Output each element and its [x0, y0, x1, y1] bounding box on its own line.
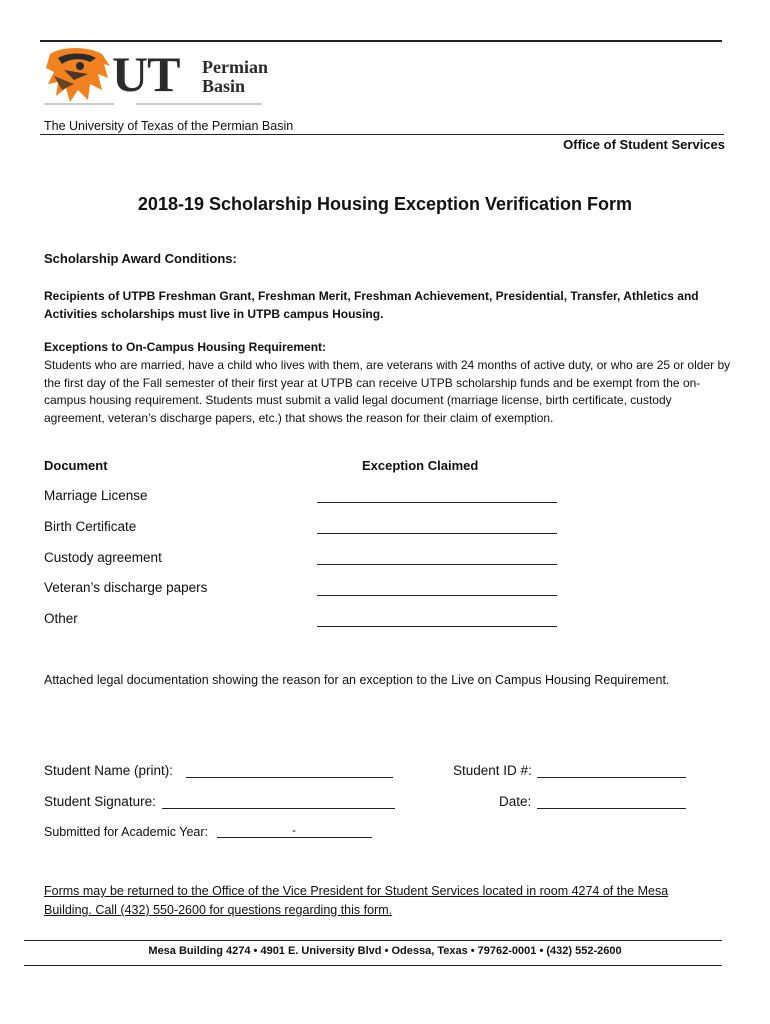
- student-id-label: Student ID #:: [453, 763, 532, 778]
- exception-field-birth-certificate[interactable]: [317, 533, 557, 534]
- student-id-field[interactable]: [537, 777, 686, 778]
- academic-year-label: Submitted for Academic Year:: [44, 825, 208, 839]
- exception-field-custody-agreement[interactable]: [317, 564, 557, 565]
- document-row-other: Other: [44, 611, 78, 626]
- footer-top-rule: [24, 940, 722, 941]
- exceptions-heading: Exceptions to On-Campus Housing Requirement:: [44, 340, 327, 354]
- university-name: The University of Texas of the Permian Basin: [44, 119, 294, 133]
- logo-basin-text: Basin: [202, 76, 246, 96]
- top-rule: [40, 40, 722, 42]
- student-signature-field[interactable]: [162, 808, 395, 809]
- exception-column-header: Exception Claimed: [362, 458, 479, 473]
- document-row-veteran-papers: Veteran’s discharge papers: [44, 580, 208, 595]
- date-label: Date:: [499, 794, 532, 809]
- form-title: 2018-19 Scholarship Housing Exception Verification Form: [137, 194, 633, 214]
- office-name: Office of Student Services: [563, 137, 725, 152]
- document-row-birth-certificate: Birth Certificate: [44, 519, 137, 534]
- utpb-logo: [44, 44, 266, 110]
- student-name-field[interactable]: [186, 777, 393, 778]
- exception-field-other[interactable]: [317, 626, 557, 627]
- header-rule: [40, 134, 724, 135]
- document-row-marriage-license: Marriage License: [44, 488, 148, 503]
- conditions-heading: Scholarship Award Conditions:: [44, 251, 237, 266]
- attached-documentation-note: Attached legal documentation showing the reason for an exception to the Live on Campus Housing Requirement.: [44, 673, 670, 687]
- document-column-header: Document: [44, 458, 108, 473]
- exceptions-body: Students who are married, have a child who lives with them, are veterans with 24 months of active duty, or who are 25 or older by the first day of the Fall semester of their first year at UTPB can receive UTPB scholarship funds and be exempt from the on-campus housing requirement. Students must submit a valid legal document (marriage license, birth certificate, custody agreement, veteran’s discharge papers, etc.) that shows the reason for their claim of exemption.: [44, 358, 731, 425]
- footer-bottom-rule: [24, 965, 722, 966]
- academic-year-field[interactable]: [217, 837, 372, 838]
- logo-ut-text: UT: [112, 46, 180, 102]
- recipients-text: Recipients of UTPB Freshman Grant, Freshman Merit, Freshman Achievement, Presidential, Transfer, Athletics and Activities scholarships must live in UTPB campus Housing.: [44, 289, 699, 321]
- academic-year-dash: -: [292, 823, 296, 837]
- exception-field-marriage-license[interactable]: [317, 502, 557, 503]
- date-field[interactable]: [537, 808, 686, 809]
- student-signature-label: Student Signature:: [44, 794, 156, 809]
- footer-address: Mesa Building 4274 • 4901 E. University Blvd • Odessa, Texas • 79762-0001 • (432) 552-2600: [148, 945, 622, 957]
- document-row-custody-agreement: Custody agreement: [44, 550, 162, 565]
- logo-permian-text: Permian: [202, 57, 268, 77]
- student-name-label: Student Name (print):: [44, 763, 174, 778]
- forms-return-note: Forms may be returned to the Office of the Vice President for Student Services located in room 4274 of the Mesa Building. Call (432) 550-2600 for questions regarding this form.: [44, 884, 669, 917]
- exception-field-veteran-papers[interactable]: [317, 595, 557, 596]
